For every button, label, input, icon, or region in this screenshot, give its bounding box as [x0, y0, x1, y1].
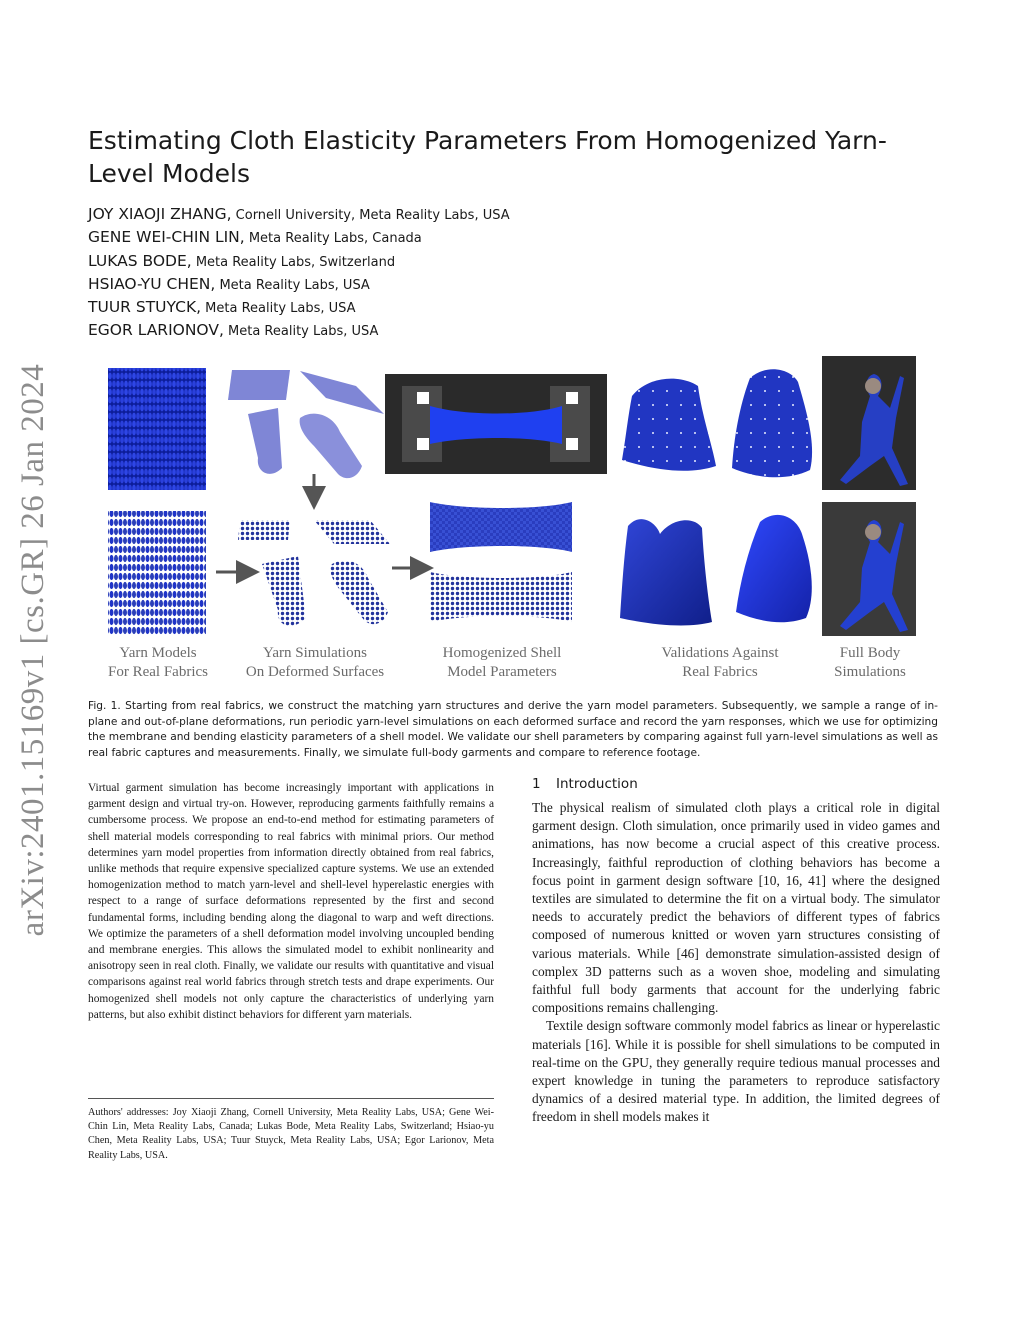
person-head-sim — [865, 524, 881, 540]
figure-label-line: For Real Fabrics — [108, 664, 208, 680]
author-line — [88, 225, 510, 248]
author-name: LUKAS BODE, — [88, 251, 192, 270]
author-line — [88, 295, 510, 318]
section-title: Introduction — [556, 776, 638, 792]
marker-tag — [417, 438, 429, 450]
real-fabric-drape-1 — [622, 379, 716, 471]
yarn-sim-rolled — [330, 560, 388, 624]
author-affiliation: Meta Reality Labs, USA — [223, 324, 379, 340]
yarn-level-stretch — [430, 572, 572, 622]
section-heading-introduction — [532, 776, 638, 792]
figure-label-line: Model Parameters — [447, 664, 557, 680]
figure-label-line: Real Fabrics — [682, 664, 758, 680]
simulated-drape-2 — [736, 515, 812, 622]
footnote-divider — [88, 1098, 494, 1099]
author-name: EGOR LARIONOV, — [88, 321, 224, 340]
figure-label-line: Homogenized Shell — [442, 645, 562, 661]
author-line — [88, 318, 510, 341]
marker-tag — [566, 392, 578, 404]
author-affiliation: Cornell University, Meta Reality Labs, USA — [231, 208, 510, 223]
deformed-surface-rolled — [300, 414, 362, 479]
author-name: JOY XIAOJI ZHANG, — [88, 205, 232, 223]
paragraph: The physical realism of simulated cloth plays a critical role in digital garment design. Cloth simulation, once primarily used in video games and animations, has now become a crucial aspect of this creative process. Increasingly, faithful reproduction of clothing behaviors has become a focus point in garment design software [10, 16, 41] where the designed textiles are simulated to determine the fit on a virtual body. The simulator needs to accurately predict the behaviors of different types of fabrics composed of numerous knitted or woven yarn structures consisting of various materials. While [46] demonstrate simulation-assisted design of complex 3D patterns such as a woven shoe, modeling and simulating faithful full body garments that account for the underlying fabric compositions remains challenging. — [532, 800, 940, 1016]
figure-label-line: Simulations — [834, 664, 906, 680]
marker-tag — [566, 438, 578, 450]
figure-label-homogenized-shell — [424, 644, 580, 682]
author-line — [88, 272, 510, 295]
author-line — [88, 202, 510, 225]
yarn-sim-bent — [262, 556, 306, 626]
author-name: HSIAO-YU CHEN, — [88, 274, 216, 293]
marker-tag — [417, 392, 429, 404]
homogenized-shell-stretch — [430, 502, 572, 552]
author-affiliation: Meta Reality Labs, USA — [215, 277, 370, 293]
figure-label-line: On Deformed Surfaces — [245, 664, 385, 680]
abstract: Virtual garment simulation has become increasingly important with applications in garment design and virtual try-on. However, reproducing garments faithfully remains a cumbersome process. We propose an end-to-end method for estimating parameters of shell material models corresponding to real fabrics with minimal priors. Our method determines yarn model properties from information directly obtained from real fabrics, unlike methods that require expensive specialized capture systems. We use an extended homogenization method to match yarn-level and shell-level hyperelastic energies with respect to a range of surface deformations represented by the first and second fundamental forms, including bending along the diagonal to warp and weft directions. We optimize the parameters of a shell deformation model involving uncoupled bending and membrane energies. This allows the simulated model to exhibit nonlinearity and anisotropy seen in real cloth. Finally, we validate our results with quantitative and visual comparisons against real world fabrics through stretch tests and drape experiments. Our homogenized shell models not only capture the characteristics of underlying yarn patterns, but also exhibit distinct behaviors for different yarn materials. — [88, 782, 494, 1021]
introduction-body — [532, 799, 940, 1127]
author-list — [88, 202, 510, 342]
figure-label-line: Validations Against — [661, 645, 779, 661]
figure-label-validations — [645, 644, 795, 682]
section-number: 1 — [532, 776, 541, 792]
author-affiliation: Meta Reality Labs, Switzerland — [191, 254, 396, 270]
paper-title: Estimating Cloth Elasticity Parameters From Homogenized Yarn-Level Models — [88, 126, 887, 188]
author-name: GENE WEI-CHIN LIN, — [88, 228, 245, 247]
author-line — [88, 249, 510, 272]
paragraph: Textile design software commonly model fabrics as linear or hyperelastic materials [16]. While it is possible for shell simulations to be computed in real-time on the GPU, they generally require tedious manual processes and expert knowledge in tuning the parameters to reproduce satisfactory dynamics of a desired material type. In addition, the limited degrees of freedom in shell models makes it — [532, 1018, 940, 1125]
real-knit-fabric-photo — [108, 368, 206, 490]
person-head — [865, 378, 881, 394]
teaser-figure — [100, 356, 920, 686]
figure-label-yarn-models — [96, 644, 220, 682]
figure-label-line: Full Body — [839, 645, 901, 661]
author-affiliation: Meta Reality Labs, Canada — [244, 231, 422, 247]
figure-caption: Fig. 1. Starting from real fabrics, we construct the matching yarn structures and derive the yarn model parameters. Subsequently, we sample a range of in-plane and out-of-plane deformations, run periodic yarn-level simulations on each deformed surface and record the yarn responses, which we use for optimizing the membrane and bending elasticity parameters of a shell model. We validate our shell parameters by comparing against full yarn-level simulations as well as real fabric captures and measurements. Finally, we simulate full-body garments and compare to reference footage. — [88, 700, 938, 759]
figure-label-line: Yarn Simulations — [263, 645, 367, 661]
real-fabric-drape-2 — [732, 369, 812, 477]
figure-label-yarn-simulations — [232, 644, 398, 682]
deformed-surface-sheared — [300, 371, 384, 414]
figure-label-line: Yarn Models — [119, 645, 197, 661]
yarn-model-render — [108, 511, 206, 635]
figure-label-full-body — [820, 644, 920, 682]
simulated-drape-1 — [620, 519, 712, 625]
yarn-sim-flat — [238, 520, 290, 540]
author-affiliation: Meta Reality Labs, USA — [201, 301, 356, 317]
author-name: TUUR STUYCK, — [88, 298, 202, 317]
deformed-surface-flat — [228, 370, 290, 400]
authors-addresses-footnote: Authors' addresses: Joy Xiaoji Zhang, Cornell University, Meta Reality Labs, USA; Gene Wei-Chin Lin, Meta Reality Labs, Canada; Lukas Bode, Meta Reality Labs, Switzerland; Hsiao-yu Chen, Meta Reality Labs, USA; Tuur Stuyck, Meta Reality Labs, USA; Egor Larionov, Meta Reality Labs, USA. — [88, 1107, 494, 1161]
yarn-sim-sheared — [314, 520, 390, 544]
deformed-surface-bent — [248, 408, 282, 474]
arxiv-stamp: arXiv:2401.15169v1 [cs.GR] 26 Jan 2024 — [15, 363, 51, 937]
